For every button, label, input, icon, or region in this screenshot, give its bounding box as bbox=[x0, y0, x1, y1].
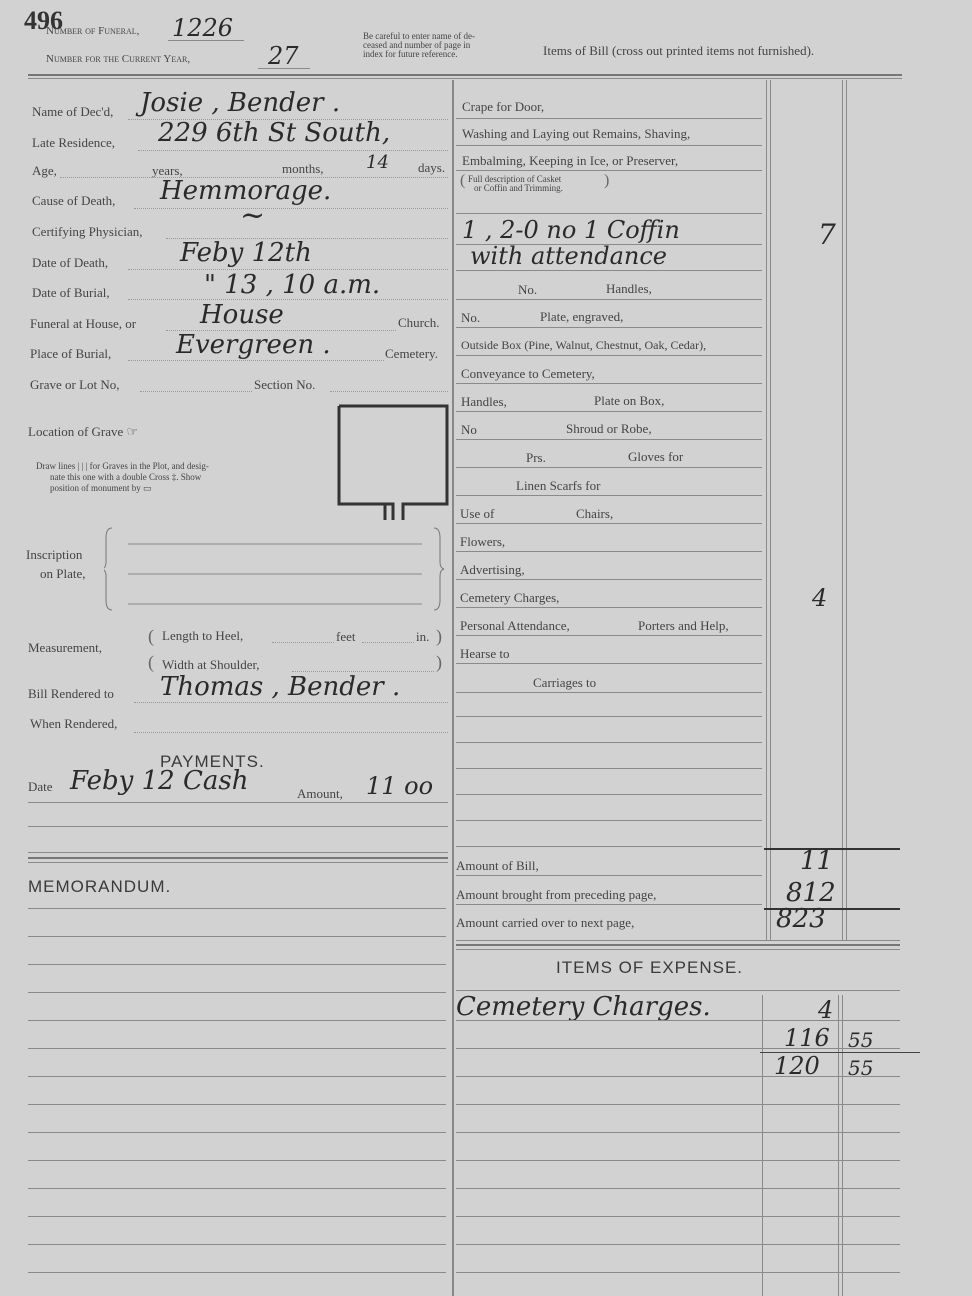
ruled-line bbox=[28, 1076, 446, 1077]
age-label: Age, bbox=[32, 163, 57, 178]
carriages-label: Carriages to bbox=[533, 675, 597, 690]
shroud-label: Shroud or Robe, bbox=[566, 421, 652, 436]
payment-date-value: Feby 12 Cash bbox=[70, 766, 249, 796]
year-number-value: 27 bbox=[268, 42, 299, 70]
items-of-bill-heading: Items of Bill (cross out printed items not furnished). bbox=[543, 43, 815, 58]
cause-label: Cause of Death, bbox=[32, 193, 116, 208]
inscription-label-2: on Plate, bbox=[40, 566, 86, 581]
coffin-line-2: with attendance bbox=[470, 242, 667, 270]
cemetery-label: Cemetery. bbox=[385, 346, 438, 361]
porters-label: Porters and Help, bbox=[638, 618, 729, 633]
grave-plot-diagram bbox=[335, 404, 451, 522]
casket-note-1: Full description of Casket bbox=[468, 174, 562, 184]
years-label: years, bbox=[152, 163, 183, 178]
plate-label: Plate, engraved, bbox=[540, 309, 624, 324]
ruled-line bbox=[28, 1020, 446, 1021]
coffin-amount: 7 bbox=[818, 218, 836, 251]
coffin-line-1: 1 , 2-0 no 1 Coffin bbox=[462, 216, 680, 244]
item-crape: Crape for Door, bbox=[462, 99, 545, 114]
physician-label: Certifying Physician, bbox=[32, 224, 143, 239]
when-rendered-label: When Rendered, bbox=[30, 716, 118, 731]
ruled-line bbox=[28, 1188, 446, 1189]
burial-place-value: Evergreen . bbox=[176, 330, 331, 360]
expense-item: Cemetery Charges. bbox=[456, 992, 711, 1022]
bill-rendered-label: Bill Rendered to bbox=[28, 686, 114, 701]
ruled-line bbox=[28, 1216, 446, 1217]
expense-amount: 4 bbox=[818, 996, 834, 1024]
no-label-shroud: No bbox=[461, 422, 477, 437]
hearse-label: Hearse to bbox=[460, 646, 510, 661]
funeral-at-label: Funeral at House, or bbox=[30, 316, 137, 331]
no-label-plate: No. bbox=[461, 310, 481, 325]
length-label: Length to Heel, bbox=[162, 628, 244, 643]
memorandum-heading: MEMORANDUM. bbox=[28, 877, 172, 896]
amount-of-bill-label: Amount of Bill, bbox=[456, 858, 539, 873]
header-note-2: ceased and number of page in bbox=[363, 40, 471, 50]
ruled-line bbox=[456, 1188, 900, 1189]
prs-label: Prs. bbox=[526, 450, 546, 465]
item-embalming: Embalming, Keeping in Ice, or Preserver, bbox=[462, 153, 679, 168]
expense-sum-1: 116 bbox=[784, 1024, 830, 1052]
width-label: Width at Shoulder, bbox=[162, 657, 260, 672]
ruled-line bbox=[28, 1244, 446, 1245]
residence-value: 229 6th St South, bbox=[158, 118, 391, 148]
cemetery-charges-amount: 4 bbox=[812, 584, 828, 612]
ruled-line bbox=[28, 992, 446, 993]
expense-heading: ITEMS OF EXPENSE. bbox=[556, 958, 744, 977]
use-of-label: Use of bbox=[460, 506, 495, 521]
handles-label: Handles, bbox=[606, 281, 652, 296]
physician-value: ~ bbox=[240, 198, 266, 233]
ruled-line bbox=[456, 1132, 900, 1133]
no-label-handles: No. bbox=[518, 282, 538, 297]
header-note-3: index for future reference. bbox=[363, 49, 458, 59]
name-label: Name of Dec'd, bbox=[32, 104, 114, 119]
ledger-page: 496 Number of Funeral, 1226 Number for the Current Year, 27 Be careful to enter name of de- ceased and number of page in index for future reference. Items of Bill (cross out printed items not furnished). Name of Dec'd, Josie , Bender . Late Residence, 229 6th St South, Age, years, months, 14 days. Cause of Death, Hemmorage. Certifying Physician, ~ Date of Death, Feby 12th Date of Burial, " 13 , 10 a.m. Funeral at House, or House Church. Place of Burial, Evergreen . Cemetery. Grave or Lot No, Section No. Location of Grave ☞ Draw lines | | | for Graves in the Plot, and desig- nate this one with a double Cross ‡. Show position of monument by ▭ Inscription on Plate, Measurement, ( ( ) ) Length to Heel, feet in. Width at Shoulder, Bill Rendered to Thomas , Bender . When Rendered, PAYMENTS. Date Feby 12 Cash Amount, 11 oo MEMORANDUM. Crape for Door, Washing and Laying out Remains, Shaving, Embalming, Keeping in Ice, or Preserver, Full description of Casket or Coffin and Trimming. ( ) 1 , 2-0 no 1 Coffin with attendance 7 No. Handles, No. Plate, engraved, Outside Box (Pine, Walnut, Chestnut, Oak, Cedar), Conveyance to Cemetery, Handles, Plate on Box, No Shroud or Robe, Prs. Gloves for Linen Scarfs for Use of Chairs, Flowers, Advertising, Cemetery Charges, 4 Personal Attendance, Porters and Help, Hearse to Carriages to Amount of Bill, 11 Amount brought from preceding page, 812 Amount carried over to next page, 823 ITEMS OF EXPENSE. Cemetery Charges. 4 116 55 120 55 bbox=[0, 0, 972, 1296]
name-value: Josie , Bender . bbox=[140, 88, 341, 118]
location-of-grave-label: Location of Grave ☞ bbox=[28, 424, 139, 439]
ruled-line bbox=[456, 1160, 900, 1161]
ruled-line bbox=[28, 1104, 446, 1105]
draw-note-3: position of monument by ▭ bbox=[50, 483, 152, 493]
inscription-brace bbox=[104, 526, 450, 612]
ruled-line bbox=[456, 1020, 900, 1021]
conveyance-label: Conveyance to Cemetery, bbox=[461, 366, 595, 381]
personal-attendance-label: Personal Attendance, bbox=[460, 618, 570, 633]
gloves-label: Gloves for bbox=[628, 449, 684, 464]
expense-sum-2: 120 bbox=[774, 1052, 820, 1080]
ruled-line bbox=[28, 936, 446, 937]
year-number-label: Number for the Current Year, bbox=[46, 53, 191, 65]
cause-value: Hemmorage. bbox=[160, 176, 332, 206]
outside-box-label: Outside Box (Pine, Walnut, Chestnut, Oak, Cedar), bbox=[461, 338, 707, 352]
days-label: days. bbox=[418, 160, 446, 175]
ruled-line bbox=[456, 1104, 900, 1105]
measurement-label: Measurement, bbox=[28, 640, 103, 655]
church-label: Church. bbox=[398, 315, 440, 330]
funeral-number-value: 1226 bbox=[172, 14, 234, 42]
linen-label: Linen Scarfs for bbox=[516, 478, 601, 493]
amount-of-bill-value: 11 bbox=[800, 846, 834, 876]
feet-label: feet bbox=[336, 629, 356, 644]
ruled-line bbox=[28, 1272, 446, 1273]
grave-lot-label: Grave or Lot No, bbox=[30, 377, 120, 392]
brought-forward-label: Amount brought from preceding page, bbox=[456, 887, 657, 902]
days-value: 14 bbox=[366, 152, 389, 173]
burial-date-value: " 13 , 10 a.m. bbox=[204, 270, 381, 300]
ruled-line bbox=[456, 1216, 900, 1217]
inscription-label-1: Inscription bbox=[26, 547, 83, 562]
months-label: months, bbox=[282, 161, 324, 176]
ruled-line bbox=[28, 1132, 446, 1133]
inches-label: in. bbox=[416, 629, 430, 644]
ruled-line bbox=[28, 1160, 446, 1161]
carried-over-label: Amount carried over to next page, bbox=[456, 915, 635, 930]
death-date-value: Feby 12th bbox=[180, 238, 312, 268]
expense-cents-1: 55 bbox=[848, 1028, 874, 1052]
residence-label: Late Residence, bbox=[32, 135, 116, 150]
section-label: Section No. bbox=[254, 377, 316, 392]
page-number: 496 bbox=[24, 6, 63, 35]
draw-note-1: Draw lines | | | for Graves in the Plot, and desig- bbox=[36, 461, 209, 471]
payment-amount-label: Amount, bbox=[297, 786, 343, 801]
carried-over-value: 823 bbox=[776, 904, 826, 934]
ruled-line bbox=[456, 1244, 900, 1245]
item-washing: Washing and Laying out Remains, Shaving, bbox=[462, 126, 691, 141]
payments-heading: PAYMENTS. bbox=[160, 752, 265, 771]
cemetery-charges-label: Cemetery Charges, bbox=[460, 590, 560, 605]
expense-cents-2: 55 bbox=[848, 1056, 874, 1080]
payment-amount-value: 11 oo bbox=[366, 772, 434, 800]
flowers-label: Flowers, bbox=[460, 534, 506, 549]
ruled-line bbox=[28, 964, 446, 965]
funeral-at-value: House bbox=[200, 300, 284, 330]
death-date-label: Date of Death, bbox=[32, 255, 109, 270]
ruled-line bbox=[28, 908, 446, 909]
burial-date-label: Date of Burial, bbox=[32, 285, 110, 300]
bill-rendered-value: Thomas , Bender . bbox=[160, 672, 401, 702]
ruled-line bbox=[456, 1048, 900, 1049]
header-note-1: Be careful to enter name of de- bbox=[363, 31, 475, 41]
ruled-line bbox=[28, 1048, 446, 1049]
funeral-number-label: Number of Funeral, bbox=[46, 25, 140, 37]
ruled-line bbox=[456, 1076, 900, 1077]
chairs-label: Chairs, bbox=[576, 506, 614, 521]
payment-date-label: Date bbox=[28, 779, 53, 794]
ruled-line bbox=[456, 1272, 900, 1273]
draw-note-2: nate this one with a double Cross ‡. Show bbox=[50, 472, 202, 482]
plate-on-box-label: Plate on Box, bbox=[594, 393, 665, 408]
brought-forward-value: 812 bbox=[786, 878, 836, 908]
casket-note-2: or Coffin and Trimming. bbox=[474, 183, 563, 193]
burial-place-label: Place of Burial, bbox=[30, 346, 112, 361]
handles-label-2: Handles, bbox=[461, 394, 507, 409]
advertising-label: Advertising, bbox=[460, 562, 525, 577]
